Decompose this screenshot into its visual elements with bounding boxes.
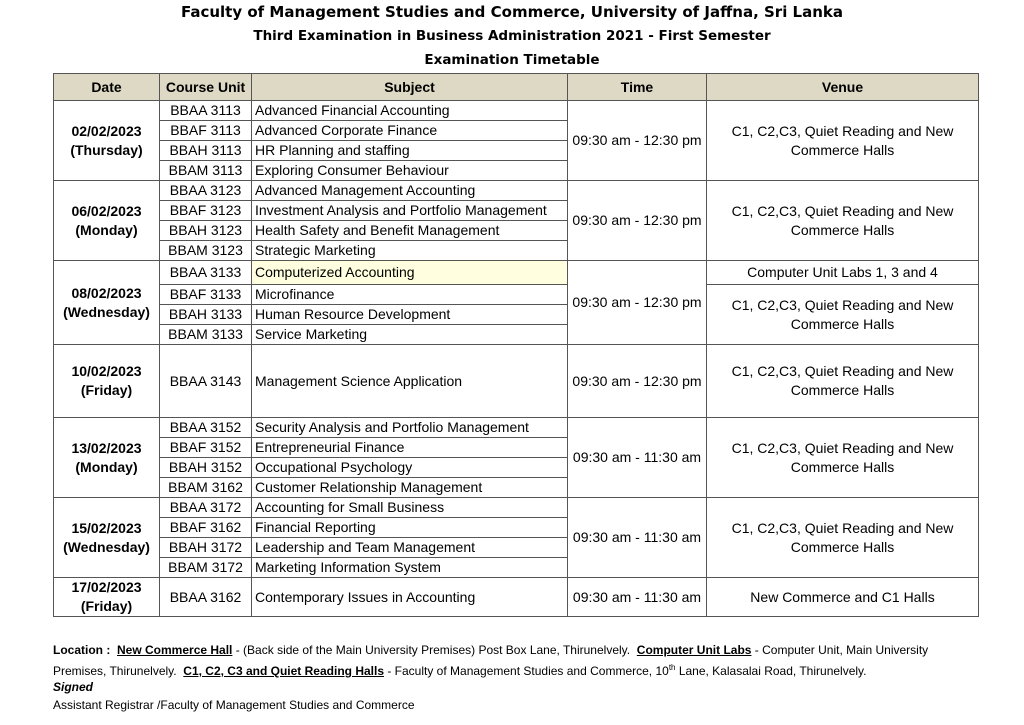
hall-name-new-commerce: New Commerce Hall — [117, 643, 233, 657]
course-unit-cell: BBAF 3152 — [160, 438, 252, 458]
table-row — [54, 285, 979, 305]
exam-timetable — [53, 73, 979, 617]
time-cell: 09:30 am - 12:30 pm — [568, 181, 707, 261]
subject-cell: Exploring Consumer Behaviour — [252, 161, 568, 181]
date-cell: 06/02/2023 (Monday) — [54, 181, 160, 261]
signed-label: Signed — [53, 680, 94, 694]
table-row — [54, 498, 979, 518]
subject-cell: Service Marketing — [252, 325, 568, 345]
subject-cell: Marketing Information System — [252, 558, 568, 578]
hall-desc-new-commerce: - (Back side of the Main University Premises) Post Box Lane, Thirunelvely. — [232, 643, 631, 657]
subject-cell: Microfinance — [252, 285, 568, 305]
time-cell: 09:30 am - 11:30 am — [568, 498, 707, 578]
column-header-time: Time — [568, 74, 707, 101]
subject-cell: Security Analysis and Portfolio Management — [252, 418, 568, 438]
date-cell: 02/02/2023 (Thursday) — [54, 101, 160, 181]
course-unit-cell: BBAM 3133 — [160, 325, 252, 345]
course-unit-cell: BBAH 3172 — [160, 538, 252, 558]
course-unit-cell: BBAA 3123 — [160, 181, 252, 201]
subject-cell: Human Resource Development — [252, 305, 568, 325]
subject-cell: Accounting for Small Business — [252, 498, 568, 518]
venue-cell: C1, C2,C3, Quiet Reading and New Commerce Halls — [707, 101, 979, 181]
document-subtitle: Third Examination in Business Administration 2021 - First Semester — [253, 28, 771, 44]
table-header-row — [54, 74, 979, 101]
course-unit-cell: BBAA 3152 — [160, 418, 252, 438]
venue-cell: C1, C2,C3, Quiet Reading and New Commerce Halls — [707, 181, 979, 261]
course-unit-cell: BBAH 3113 — [160, 141, 252, 161]
venue-cell: C1, C2,C3, Quiet Reading and New Commerce Halls — [707, 285, 979, 345]
subject-cell: Entrepreneurial Finance — [252, 438, 568, 458]
course-unit-cell: BBAM 3113 — [160, 161, 252, 181]
subject-cell: Management Science Application — [252, 345, 568, 418]
course-unit-cell: BBAA 3162 — [160, 578, 252, 617]
subject-cell: Financial Reporting — [252, 518, 568, 538]
time-cell: 09:30 am - 11:30 am — [568, 578, 707, 617]
venue-cell: New Commerce and C1 Halls — [707, 578, 979, 617]
registrar-signature: Assistant Registrar /Faculty of Management Studies and Commerce — [53, 698, 415, 712]
subject-cell: Advanced Corporate Finance — [252, 121, 568, 141]
date-cell: 13/02/2023 (Monday) — [54, 418, 160, 498]
course-unit-cell: BBAA 3113 — [160, 101, 252, 121]
table-row — [54, 181, 979, 201]
course-unit-cell: BBAM 3172 — [160, 558, 252, 578]
course-unit-cell: BBAM 3123 — [160, 241, 252, 261]
hall-desc-c-halls-sup: th — [668, 663, 676, 672]
column-header-subject: Subject — [252, 74, 568, 101]
venue-cell: C1, C2,C3, Quiet Reading and New Commerce Halls — [707, 345, 979, 418]
document-title: Faculty of Management Studies and Commerce, University of Jaffna, Sri Lanka — [180, 3, 844, 21]
course-unit-cell: BBAH 3123 — [160, 221, 252, 241]
location-note — [53, 642, 983, 680]
subject-cell: Customer Relationship Management — [252, 478, 568, 498]
time-cell: 09:30 am - 12:30 pm — [568, 345, 707, 418]
subject-cell: Advanced Financial Accounting — [252, 101, 568, 121]
subject-cell: Strategic Marketing — [252, 241, 568, 261]
column-header-date: Date — [54, 74, 160, 101]
venue-cell-computer-labs: Computer Unit Labs 1, 3 and 4 — [707, 261, 979, 285]
course-unit-cell: BBAF 3162 — [160, 518, 252, 538]
course-unit-cell: BBAF 3113 — [160, 121, 252, 141]
subject-cell: HR Planning and staffing — [252, 141, 568, 161]
hall-desc-computer-unit: - Computer Unit, Main University Premises, Thirunelvely. — [53, 643, 929, 678]
course-unit-cell: BBAF 3123 — [160, 201, 252, 221]
course-unit-cell: BBAH 3133 — [160, 305, 252, 325]
course-unit-cell: BBAA 3143 — [160, 345, 252, 418]
course-unit-cell: BBAM 3162 — [160, 478, 252, 498]
time-cell: 09:30 am - 11:30 am — [568, 418, 707, 498]
subject-cell: Contemporary Issues in Accounting — [252, 578, 568, 617]
date-cell: 15/02/2023 (Wednesday) — [54, 498, 160, 578]
course-unit-cell: BBAA 3172 — [160, 498, 252, 518]
subject-cell: Investment Analysis and Portfolio Management — [252, 201, 568, 221]
hall-desc-c-halls-a: - Faculty of Management Studies and Commerce, 10 — [384, 664, 669, 678]
course-unit-cell: BBAA 3133 — [160, 261, 252, 285]
subject-cell: Occupational Psychology — [252, 458, 568, 478]
table-row — [54, 261, 979, 285]
time-cell: 09:30 am - 12:30 pm — [568, 101, 707, 181]
venue-cell: C1, C2,C3, Quiet Reading and New Commerce Halls — [707, 418, 979, 498]
table-row — [54, 345, 979, 418]
subject-cell: Advanced Management Accounting — [252, 181, 568, 201]
table-row — [54, 101, 979, 121]
date-cell: 08/02/2023 (Wednesday) — [54, 261, 160, 345]
column-header-venue: Venue — [707, 74, 979, 101]
venue-cell: C1, C2,C3, Quiet Reading and New Commerce Halls — [707, 498, 979, 578]
subject-cell: Leadership and Team Management — [252, 538, 568, 558]
course-unit-cell: BBAF 3133 — [160, 285, 252, 305]
column-header-course-unit: Course Unit — [160, 74, 252, 101]
hall-name-computer-unit: Computer Unit Labs — [636, 643, 752, 657]
date-cell: 10/02/2023 (Friday) — [54, 345, 160, 418]
subject-cell: Health Safety and Benefit Management — [252, 221, 568, 241]
subject-cell-highlighted: Computerized Accounting — [252, 261, 568, 285]
table-row — [54, 578, 979, 617]
timetable-heading: Examination Timetable — [424, 52, 600, 68]
location-label: Location : — [53, 643, 111, 657]
hall-name-c-halls: C1, C2, C3 and Quiet Reading Halls — [183, 664, 384, 678]
course-unit-cell: BBAH 3152 — [160, 458, 252, 478]
date-cell: 17/02/2023 (Friday) — [54, 578, 160, 617]
hall-desc-c-halls-b: Lane, Kalasalai Road, Thirunelvely. — [675, 664, 867, 678]
table-row — [54, 418, 979, 438]
time-cell: 09:30 am - 12:30 pm — [568, 261, 707, 345]
